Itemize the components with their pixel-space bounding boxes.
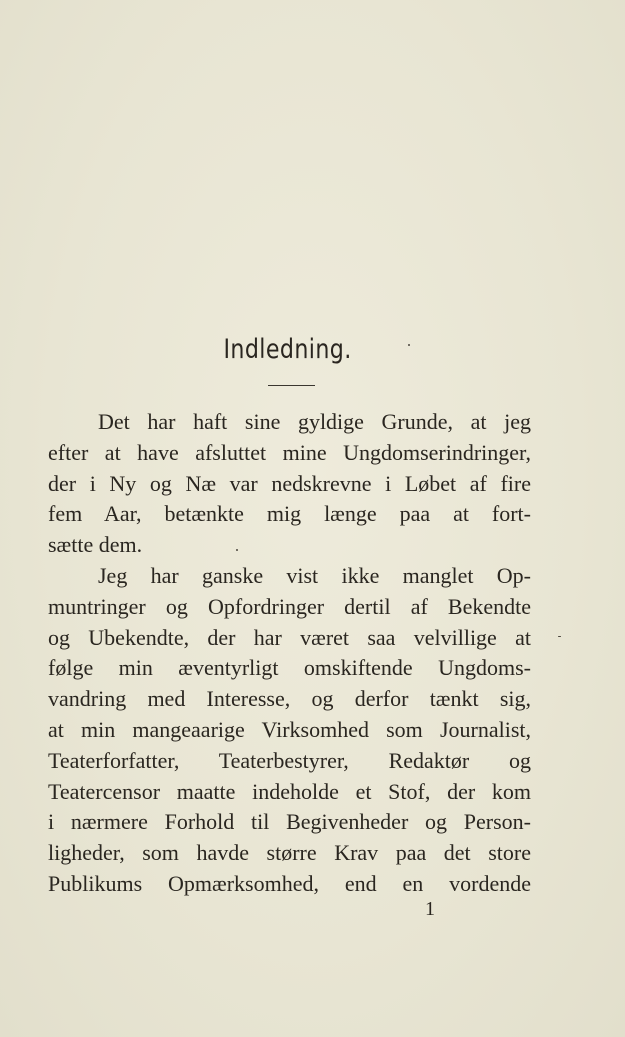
- text-line: Teaterforfatter, Teaterbestyrer, Redaktør og: [48, 747, 531, 773]
- text-line: og Ubekendte, der har været saa velvillige at: [48, 624, 531, 650]
- text-line: vandring med Interesse, og derfor tænkt sig,: [48, 686, 531, 712]
- text-line: efter at have afsluttet mine Ungdomserindringer,: [48, 439, 531, 465]
- heading-rule: [268, 385, 315, 386]
- text-line: følge min æventyrligt omskiftende Ungdoms-: [48, 655, 531, 681]
- chapter-heading: Indledning.: [223, 334, 352, 365]
- text-line: der i Ny og Næ var nedskrevne i Løbet af fire: [48, 470, 531, 496]
- body-text: [48, 407, 531, 900]
- text-line: Jeg har ganske vist ikke manglet Op-: [98, 562, 531, 588]
- text-line: Publikums Opmærksomhed, end en vordende: [48, 870, 531, 896]
- paragraph-2: [48, 561, 531, 900]
- text-line: i nærmere Forhold til Begivenheder og Person-: [48, 809, 531, 835]
- text-line: sætte dem.: [48, 532, 143, 558]
- text-line: Teatercensor maatte indeholde et Stof, der kom: [48, 778, 531, 804]
- page-number: 1: [425, 898, 435, 920]
- paper-speck: [558, 636, 561, 637]
- text-line: at min mangeaarige Virksomhed som Journalist,: [48, 716, 531, 742]
- text-line: fem Aar, betænkte mig længe paa at fort-: [48, 501, 531, 527]
- text-line: Det har haft sine gyldige Grunde, at jeg: [98, 409, 531, 434]
- paragraph-1: [48, 407, 531, 561]
- text-line: ligheder, som havde større Krav paa det store: [48, 840, 531, 866]
- paper-speck: [408, 344, 410, 346]
- paper-speck: [236, 549, 238, 551]
- text-line: muntringer og Opfordringer dertil af Bekendte: [48, 593, 531, 619]
